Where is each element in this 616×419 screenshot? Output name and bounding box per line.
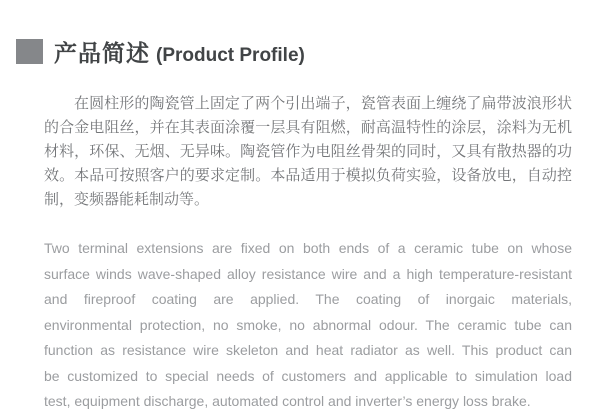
section-header xyxy=(0,0,616,64)
page-title-english: (Product Profile) xyxy=(156,45,305,66)
paragraph-line: surface winds wave-shaped alloy resistance wire and a high temperature-resistant xyxy=(44,265,572,282)
paragraph-line: 效。本品可按照客户的要求定制。本品适用于模拟负荷实验，设备放电，自动控 xyxy=(44,167,572,184)
paragraph-line: environmental protection, no smoke, no abnormal odour. The ceramic tube can xyxy=(44,316,572,333)
paragraph-line: function as resistance wire skeleton and heat radiator as well. This product can xyxy=(44,342,572,358)
paragraph-line: 的合金电阻丝，并在其表面涂覆一层具有阻燃，耐高温特性的涂层，涂料为无机 xyxy=(44,119,572,136)
paragraph-line: 制，变频器能耗制动等。 xyxy=(44,191,210,208)
paragraph-line: Two terminal extensions are fixed on both ends of a ceramic tube on whose xyxy=(44,240,572,256)
paragraph-line: 在圆柱形的陶瓷管上固定了两个引出端子，瓷管表面上缠绕了扁带波浪形状 xyxy=(74,95,572,112)
paragraph-line: and fireproof coating are applied. The coating of inorgaic materials, xyxy=(44,291,572,307)
paragraph-line: be customized to special needs of customers and applicable to simulation load xyxy=(44,367,572,384)
chinese-description-paragraph xyxy=(44,92,572,212)
section-bullet-icon xyxy=(16,39,43,64)
english-description-paragraph xyxy=(44,236,572,415)
paragraph-line: test, equipment discharge, automated control and inverter’s energy loss brake. xyxy=(44,393,531,409)
page-title-chinese: 产品简述 xyxy=(54,40,150,66)
paragraph-line: 材料，环保、无烟、无异味。陶瓷管作为电阻丝骨架的同时，又具有散热器的功 xyxy=(44,143,572,160)
page-title xyxy=(54,35,305,68)
